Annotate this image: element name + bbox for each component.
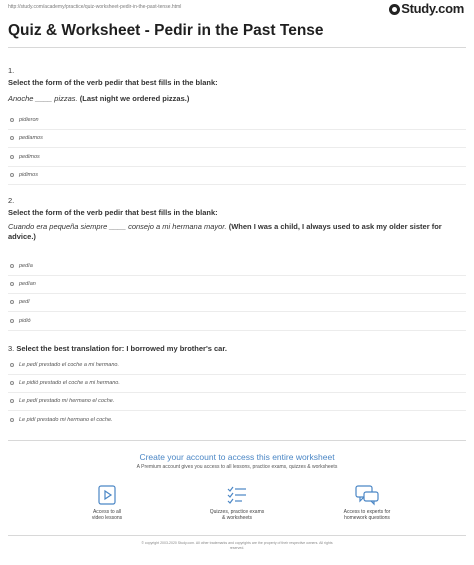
feature-label: Quizzes, practice exams & worksheets [209, 509, 265, 521]
option-divider [8, 275, 466, 276]
question-3-option-4[interactable] [10, 417, 113, 423]
radio-button[interactable] [10, 418, 14, 422]
study-logo-icon [389, 4, 400, 15]
page-title: Quiz & Worksheet - Pedir in the Past Tense [8, 22, 324, 39]
option-divider [8, 392, 466, 393]
option-label: pedimos [19, 154, 40, 160]
question-2-option-4[interactable] [10, 318, 31, 324]
option-label: Le pidió prestado el coche a mi hermano. [19, 380, 120, 386]
question-3-prompt-text: Select the best translation for: I borrowed my brother's car. [16, 344, 227, 353]
video-lessons-icon [96, 484, 118, 506]
option-label: pedían [19, 281, 36, 287]
question-1-option-2[interactable] [10, 135, 43, 141]
study-logo-text: Study.com [401, 1, 464, 16]
radio-button[interactable] [10, 381, 14, 385]
experts-chat-icon [354, 484, 380, 506]
option-label: Le pidí prestado mi hermano el coche. [19, 417, 113, 423]
question-2-option-2[interactable] [10, 281, 36, 287]
radio-button[interactable] [10, 399, 14, 403]
option-label: Le pedí prestado mi hermano el coche. [19, 398, 115, 404]
feature-video-lessons [62, 484, 152, 521]
radio-button[interactable] [10, 300, 14, 304]
question-1-sentence-en: (Last night we ordered pizzas.) [79, 94, 190, 103]
option-divider [8, 311, 466, 312]
question-2-option-1[interactable] [10, 263, 33, 269]
question-2-prompt-text: Select the form of the verb pedir that best fills in the blank: [8, 208, 218, 217]
question-1-option-4[interactable] [10, 172, 38, 178]
question-3-option-1[interactable] [10, 362, 119, 368]
question-1-number: 1. [8, 66, 15, 75]
radio-button[interactable] [10, 118, 14, 122]
question-3-number: 3. [8, 344, 15, 353]
question-3-option-3[interactable] [10, 398, 114, 404]
option-label: pidieron [19, 117, 39, 123]
option-divider [8, 374, 466, 375]
question-2-option-3[interactable] [10, 299, 30, 305]
question-1-sentence [8, 94, 464, 104]
radio-button[interactable] [10, 173, 14, 177]
question-2-sentence-en: (When I was a child, I always used to ask my older sister for advice.) [8, 222, 442, 241]
option-divider [8, 147, 466, 148]
feature-label: Access to all video lessons [91, 509, 123, 521]
study-logo [389, 2, 464, 16]
option-divider [8, 166, 466, 167]
footer-divider [8, 535, 466, 536]
option-label: Le pedí prestado el coche a mi hermano. [19, 362, 119, 368]
option-label: pediamos [19, 135, 43, 141]
feature-quizzes-worksheets [192, 484, 282, 521]
premium-features [0, 484, 474, 521]
option-divider [8, 330, 466, 331]
option-label: pedía [19, 263, 33, 269]
question-1-sentence-es: Anoche ____ pizzas. [8, 94, 78, 103]
feature-label: Access to experts for homework questions [343, 509, 391, 521]
radio-button[interactable] [10, 136, 14, 140]
question-2-prompt [8, 208, 464, 218]
feature-experts [322, 484, 412, 521]
question-2-sentence [8, 222, 464, 242]
copyright-footer: © copyright 2003-2020 Study.com. All other trademarks and copyrights are the property of their respective owners. All rights reserved. [141, 541, 333, 550]
option-divider [8, 129, 466, 130]
create-account-section [0, 452, 474, 470]
option-label: pedí [19, 299, 30, 305]
question-1-prompt [8, 78, 464, 88]
premium-description: A Premium account gives you access to all lessons, practice exams, quizzes & worksheets [136, 464, 338, 470]
radio-button[interactable] [10, 155, 14, 159]
question-1-prompt-text: Select the form of the verb pedir that best fills in the blank: [8, 78, 218, 87]
option-divider [8, 293, 466, 294]
radio-button[interactable] [10, 363, 14, 367]
question-3-option-2[interactable] [10, 380, 120, 386]
radio-button[interactable] [10, 319, 14, 323]
question-1-option-3[interactable] [10, 154, 40, 160]
option-label: pidimos [19, 172, 38, 178]
radio-button[interactable] [10, 264, 14, 268]
option-divider [8, 184, 466, 185]
top-bar [0, 0, 474, 20]
question-3-prompt [8, 344, 227, 353]
radio-button[interactable] [10, 282, 14, 286]
question-2-number: 2. [8, 196, 15, 205]
question-2-sentence-es: Cuando era pequeña siempre ____ consejo a mi hermana mayor. [8, 222, 227, 231]
option-divider [8, 410, 466, 411]
create-account-link[interactable]: Create your account to access this entire worksheet [139, 452, 335, 462]
option-label: pidió [19, 318, 31, 324]
cta-divider [8, 440, 466, 441]
page-url: http://study.com/academy/practice/quiz-worksheet-pedir-in-the-past-tense.html [8, 4, 182, 10]
question-1-option-1[interactable] [10, 117, 39, 123]
quizzes-worksheets-icon [226, 484, 248, 506]
title-divider [8, 47, 466, 48]
